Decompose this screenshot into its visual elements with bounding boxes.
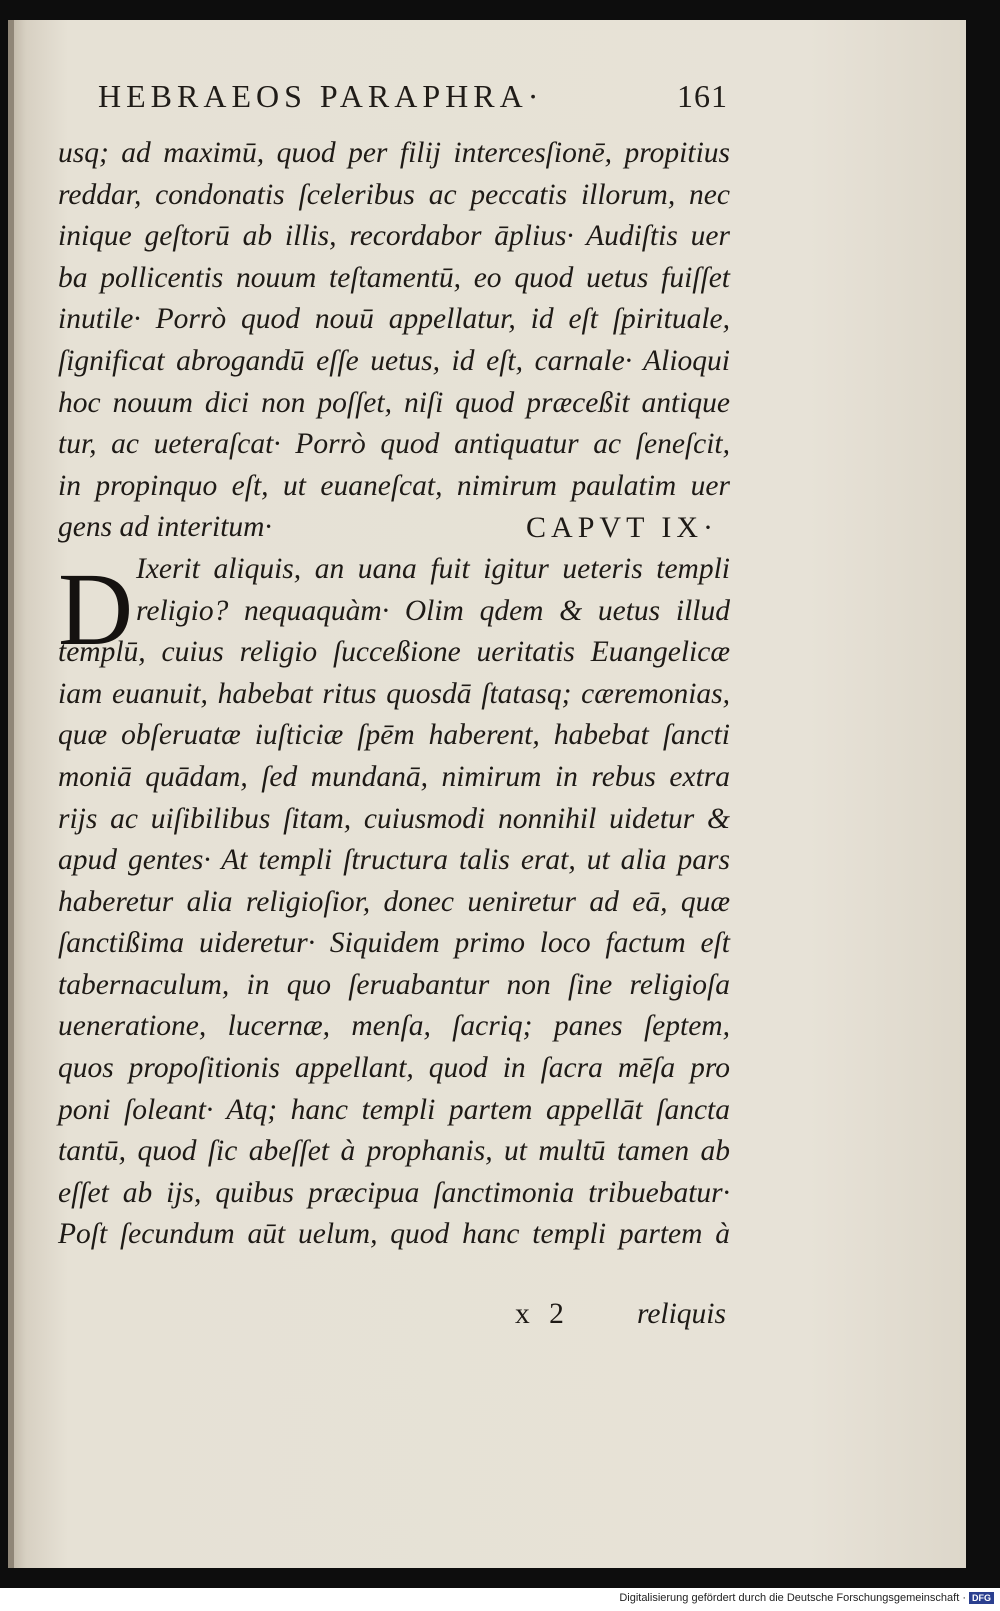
text-block: [58, 133, 730, 1256]
text-line: moniā quādam, ſed mundanā, nimirum in rebus extra: [58, 760, 730, 793]
text-line: haberetur alia religioſior, donec ueniretur ad eā, quæ: [58, 885, 730, 918]
text-line: reddar, condonatis ſceleribus ac peccatis illorum, nec: [58, 178, 730, 211]
drop-cap-initial: D: [58, 552, 134, 667]
text-line: rijs ac uiſibilibus ſitam, cuiusmodi nonnihil uidetur &: [58, 802, 730, 835]
text-line: ueneratione, lucernæ, menſa, ſacriq; panes ſeptem,: [58, 1010, 730, 1043]
text-line: templū, cuius religio ſucceßione ueritatis Euangelicæ: [58, 636, 730, 669]
text-line: tur, ac ueteraſcat· Porrò quod antiquatur ac ſeneſcit,: [58, 428, 730, 461]
running-head: [98, 78, 728, 128]
paragraph-end-words: gens ad interitum·: [58, 511, 272, 544]
credit-text: Digitalisierung gefördert durch die Deutsche Forschungsgemeinschaft ·: [619, 1592, 966, 1604]
text-line: ba pollicentis nouum teſtamentū, eo quod uetus fuiſſet: [58, 261, 730, 294]
text-line: poni ſoleant· Atq; hanc templi partem appellāt ſancta: [58, 1093, 730, 1126]
text-line: tantū, quod ſic abeſſet à prophanis, ut multū tamen ab: [58, 1135, 730, 1168]
text-line: ſignificat abrogandū eſſe uetus, id eſt, carnale· Alioqui: [58, 344, 730, 377]
text-line: Ixerit aliquis, an uana fuit igitur ueteris templi: [136, 552, 730, 585]
text-line: ſanctißima uideretur· Siquidem primo loco factum eſt: [58, 927, 730, 960]
signature-mark: x 2: [515, 1298, 570, 1330]
digitization-credit: [619, 1592, 994, 1608]
chapter-heading: CAPVT IX·: [526, 511, 718, 545]
chapter-line: [58, 507, 730, 549]
text-line: in propinquo eſt, ut euaneſcat, nimirum paulatim uer: [58, 469, 730, 502]
text-line: iam euanuit, habebat ritus quosdā ſtatasq; cæremonias,: [58, 677, 730, 710]
text-line: usq; ad maximū, quod per filij intercesſionē, propitius: [58, 137, 730, 169]
catchword: reliquis: [636, 1298, 726, 1330]
text-line: Poſt ſecundum aūt uelum, quod hanc templi partem à: [58, 1218, 730, 1251]
folio-number: 161: [677, 78, 728, 114]
text-line: tabernaculum, in quo ſeruabantur non ſine religioſa: [58, 968, 730, 1001]
text-line: quos propoſitionis appellant, quod in ſacra mēſa pro: [58, 1052, 730, 1085]
text-line: eſſet ab ijs, quibus præcipua ſanctimonia tribuebatur·: [58, 1176, 730, 1209]
page-footer: [58, 1298, 730, 1340]
text-line: apud gentes· At templi ſtructura talis erat, ut alia pars: [58, 844, 730, 877]
dfg-logo: DFG: [969, 1592, 994, 1604]
page-gutter-edge: [8, 20, 14, 1568]
running-head-title: HEBRAEOS PARAPHRA·: [98, 78, 544, 114]
text-line: religio? nequaquàm· Olim qdem & uetus illud: [136, 594, 730, 627]
text-line: hoc nouum dici non poſſet, niſi quod præceßit antique: [58, 386, 730, 419]
text-line: inutile· Porrò quod nouū appellatur, id eſt ſpirituale,: [58, 303, 730, 336]
text-line: quæ obſeruatæ iuſticiæ ſpēm haberent, habebat ſancti: [58, 719, 730, 752]
text-line: inique geſtorū ab illis, recordabor āplius· Audiſtis uer: [58, 220, 730, 253]
